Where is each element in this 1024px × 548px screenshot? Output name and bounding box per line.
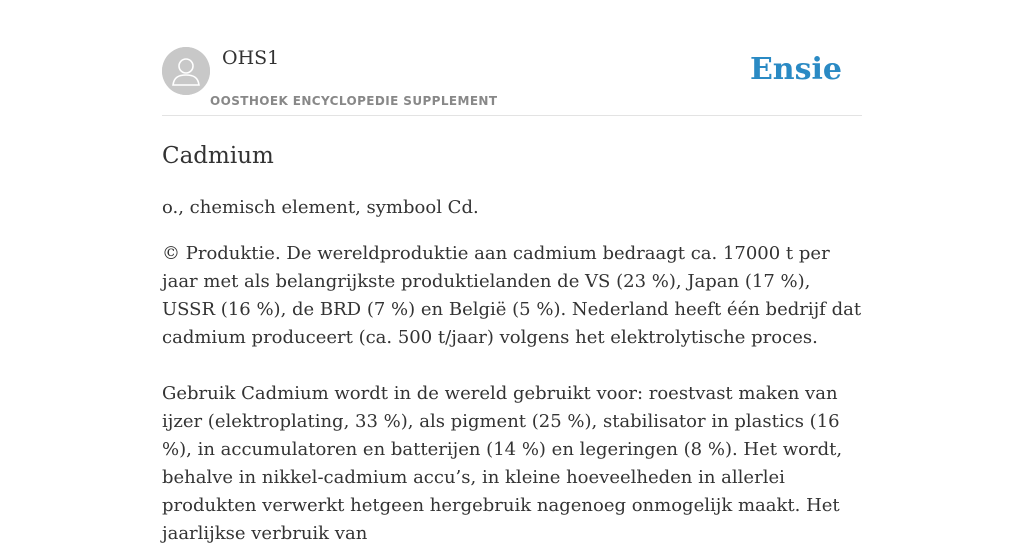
page — [162, 0, 862, 548]
source-label: OOSTHOEK ENCYCLOPEDIE SUPPLEMENT — [210, 94, 498, 108]
article-title: Cadmium — [162, 143, 274, 169]
article-lead: o., chemisch element, symbool Cd. — [162, 197, 479, 218]
author-name[interactable]: OHS1 — [222, 47, 280, 69]
article-paragraph-usage: Gebruik Cadmium wordt in de wereld gebruikt voor: roestvast maken van ijzer (elektroplating, 33 %), als pigment (25 %), stabilisator in plastics (16 %), in accumulatoren en batterijen (14 %) en legeringen (8 %). Het wordt, behalve in nikkel-cadmium accu’s, in kleine hoeveelheden in allerlei produkten verwerkt hetgeen hergebruik nagenoeg onmogelijk maakt. Het jaarlijkse verbruik van — [162, 383, 843, 544]
article-header — [162, 0, 862, 116]
user-avatar-icon[interactable] — [162, 47, 210, 95]
ensie-logo[interactable]: Ensie — [749, 52, 842, 87]
article-paragraph-production: © Produktie. De wereldproduktie aan cadmium bedraagt ca. 17000 t per jaar met als belangrijkste produktielanden de VS (23 %), Japan (17 %), USSR (16 %), de BRD (7 %) en België (5 %). Nederland heeft één bedrijf dat cadmium produceert (ca. 500 t/jaar) volgens het elektrolytische proces. — [162, 243, 862, 348]
